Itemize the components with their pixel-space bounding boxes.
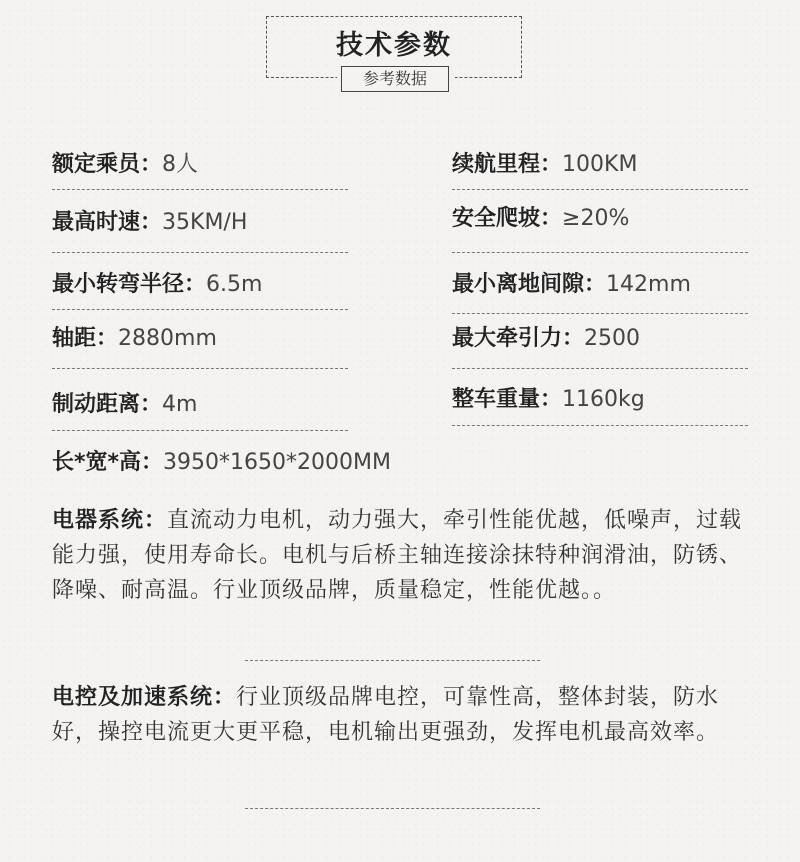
spec-value: 3950*1650*2000MM [163, 450, 391, 475]
page-title: 技术参数 [336, 30, 452, 61]
divider [452, 425, 748, 426]
spec-turning-radius: 最小转弯半径：6.5m [52, 272, 263, 297]
divider [52, 309, 348, 310]
spec-braking-distance: 制动距离：4m [52, 392, 198, 417]
spec-rated-passengers: 额定乘员：8人 [52, 152, 199, 177]
spec-ground-clearance: 最小离地间隙：142mm [452, 272, 691, 297]
spec-label: 最高时速 [52, 210, 141, 235]
divider [452, 368, 748, 369]
spec-traction: 最大牵引力：2500 [452, 326, 641, 351]
spec-vehicle-weight: 整车重量：1160kg [452, 387, 645, 412]
spec-value: 8人 [162, 152, 199, 177]
spec-value: 35KM/H [162, 210, 248, 235]
spec-max-speed: 最高时速：35KM/H [52, 210, 248, 235]
spec-dimensions: 长*宽*高：3950*1650*2000MM [52, 450, 391, 475]
spec-label: 安全爬坡 [452, 206, 541, 231]
divider [452, 189, 748, 190]
spec-label: 轴距 [52, 326, 97, 351]
divider [452, 313, 748, 314]
spec-range: 续航里程：100KM [452, 152, 638, 177]
spec-value: 4m [162, 392, 198, 417]
spec-label: 续航里程 [452, 152, 541, 177]
paragraph-label: 电控及加速系统 [52, 685, 214, 710]
spec-label: 最大牵引力 [452, 326, 563, 351]
spec-value: 1160kg [562, 387, 645, 412]
paragraph-text: 直流动力电机，动力强大，牵引性能优越，低噪声，过载能力强，使用寿命长。电机与后桥主轴连接涂抹特种润滑油，防锈、降噪、耐高温。行业顶级品牌，质量稳定，性能优越。。 [52, 508, 743, 603]
electrical-system-paragraph: 电器系统：直流动力电机，动力强大，牵引性能优越，低噪声，过载能力强，使用寿命长。电机与后桥主轴连接涂抹特种润滑油，防锈、降噪、耐高温。行业顶级品牌，质量稳定，性能优越。。 [52, 508, 743, 603]
spec-label: 制动距离 [52, 392, 141, 417]
divider [52, 189, 348, 190]
spec-value: 6.5m [206, 272, 263, 297]
spec-value: 100KM [562, 152, 638, 177]
divider [52, 430, 348, 431]
divider [452, 252, 748, 253]
page-subtitle: 参考数据 [341, 66, 449, 92]
divider [245, 660, 540, 661]
paragraph-label: 电器系统 [52, 508, 145, 533]
divider [52, 252, 348, 253]
spec-value: 2880mm [118, 326, 217, 351]
divider [52, 368, 348, 369]
paragraph-text: 行业顶级品牌电控，可靠性高，整体封装，防水好，操控电流更大更平稳，电机输出更强劲，发挥电机最高效率。 [52, 685, 720, 745]
spec-label: 整车重量 [452, 387, 541, 412]
divider [245, 808, 540, 809]
spec-label: 额定乘员 [52, 152, 141, 177]
spec-wheelbase: 轴距：2880mm [52, 326, 217, 351]
spec-value: ≥20% [562, 206, 630, 231]
spec-value: 142mm [606, 272, 691, 297]
control-system-paragraph: 电控及加速系统：行业顶级品牌电控，可靠性高，整体封装，防水好，操控电流更大更平稳，电机输出更强劲，发挥电机最高效率。 [52, 685, 720, 745]
spec-climbing: 安全爬坡：≥20% [452, 206, 630, 231]
spec-value: 2500 [584, 326, 641, 351]
spec-label: 最小离地间隙 [452, 272, 585, 297]
spec-label: 长*宽*高 [52, 450, 142, 475]
spec-label: 最小转弯半径 [52, 272, 185, 297]
